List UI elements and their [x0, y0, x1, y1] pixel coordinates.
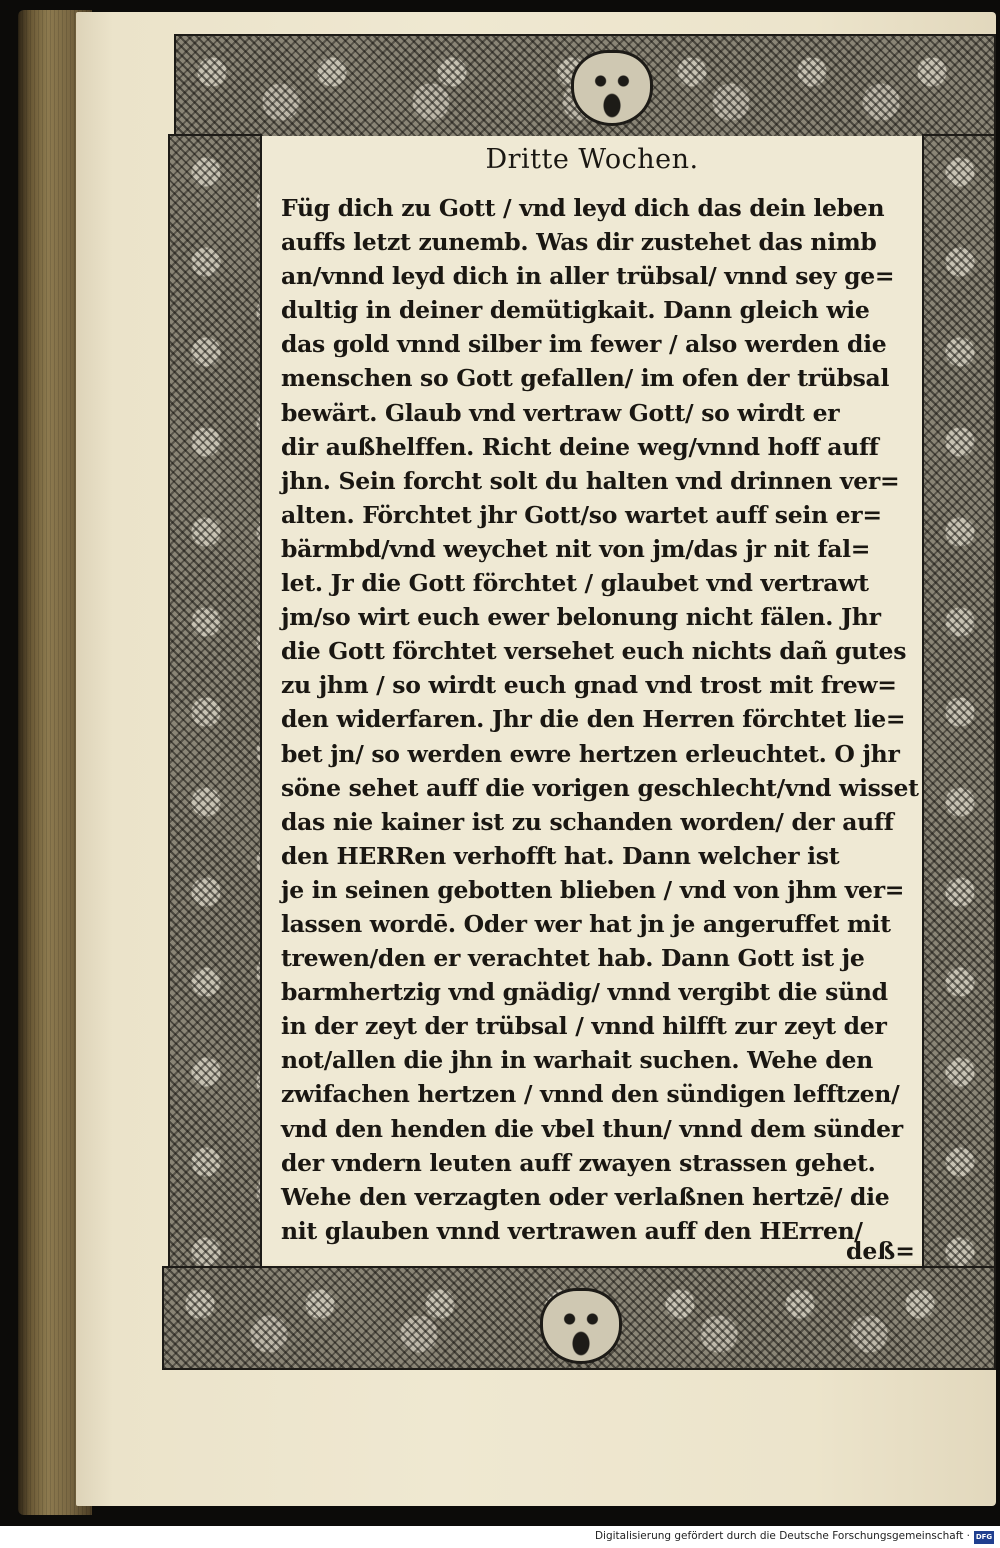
text-line: bärmbd/vnd weychet nit von jm/das jr nit fal=: [281, 534, 871, 563]
lion-mask-ornament: [571, 50, 653, 126]
text-line: alten. Förchtet jhr Gott/so wartet auff sein er=: [281, 500, 882, 529]
text-line: zwifachen hertzen / vnnd den sündigen lefftzen/: [281, 1080, 900, 1109]
text-line: menschen so Gott gefallen/ im ofen der trübsal: [281, 364, 890, 393]
woodcut-border-right: [922, 134, 996, 1270]
text-line: in der zeyt der trübsal / vnnd hilfft zur zeyt der: [281, 1012, 887, 1041]
woodcut-border-left: [168, 134, 262, 1270]
text-line: Wehe den verzagten oder verlaßnen hertzē/ die: [281, 1182, 890, 1211]
text-line: jm/so wirt euch ewer belonung nicht fälen. Jhr: [281, 603, 881, 632]
text-line: bewärt. Glaub vnd vertraw Gott/ so wirdt er: [281, 398, 840, 427]
text-line: an/vnnd leyd dich in aller trübsal/ vnnd sey ge=: [281, 262, 895, 291]
mask-ornament-bottom: [540, 1288, 622, 1364]
text-line: das nie kainer ist zu schanden worden/ der auff: [281, 807, 894, 836]
text-line: söne sehet auff die vorigen geschlecht/vnd wisset: [281, 773, 919, 802]
text-line: das gold vnnd silber im fewer / also werden die: [281, 330, 887, 359]
text-line: jhn. Sein forcht solt du halten vnd drinnen ver=: [281, 466, 900, 495]
text-line: der vndern leuten auff zwayen strassen gehet.: [281, 1148, 876, 1177]
text-line: je in seinen gebotten blieben / vnd von jhm ver=: [281, 875, 905, 904]
text-line: dultig in deiner demütigkait. Dann gleich wie: [281, 296, 870, 325]
text-line: trewen/den er verachtet hab. Dann Gott ist je: [281, 944, 865, 973]
text-line: zu jhm / so wirdt euch gnad vnd trost mit frew=: [281, 671, 897, 700]
text-line: dir außhelffen. Richt deine weg/vnnd hoff auff: [281, 432, 879, 461]
text-line: den widerfaren. Jhr die den Herren förchtet lie=: [281, 705, 906, 734]
woodcut-border-top: [174, 34, 996, 138]
funding-credit: Digitalisierung gefördert durch die Deutsche Forschungsgemeinschaft ·: [594, 1530, 970, 1542]
text-line: Füg dich zu Gott / vnd leyd dich das dein leben: [281, 194, 885, 222]
dfg-logo: DFG: [974, 1531, 994, 1544]
page-title: Dritte Wochen.: [485, 144, 699, 175]
text-line: auffs letzt zunemb. Was dir zustehet das nimb: [281, 228, 877, 257]
text-line: den HERRen verhofft hat. Dann welcher ist: [281, 841, 840, 870]
text-line: vnd den henden die vbel thun/ vnnd dem sünder: [281, 1114, 903, 1143]
text-line: lassen wordē. Oder wer hat jn je angeruffet mit: [281, 909, 891, 938]
text-line: nit glauben vnnd vertrawen auff den HErren/: [281, 1216, 863, 1245]
text-line: barmhertzig vnd gnädig/ vnnd vergibt die sünd: [281, 978, 888, 1007]
text-line: let. Jr die Gott förchtet / glaubet vnd vertrawt: [281, 569, 869, 598]
text-line: not/allen die jhn in warhait suchen. Wehe den: [281, 1046, 873, 1075]
catchword: deß=: [846, 1237, 915, 1265]
text-line: die Gott förchtet versehet euch nichts dañ gutes: [281, 637, 907, 666]
body-text: [281, 191, 921, 1248]
text-line: bet jn/ so werden ewre hertzen erleuchtet. O jhr: [281, 739, 900, 768]
